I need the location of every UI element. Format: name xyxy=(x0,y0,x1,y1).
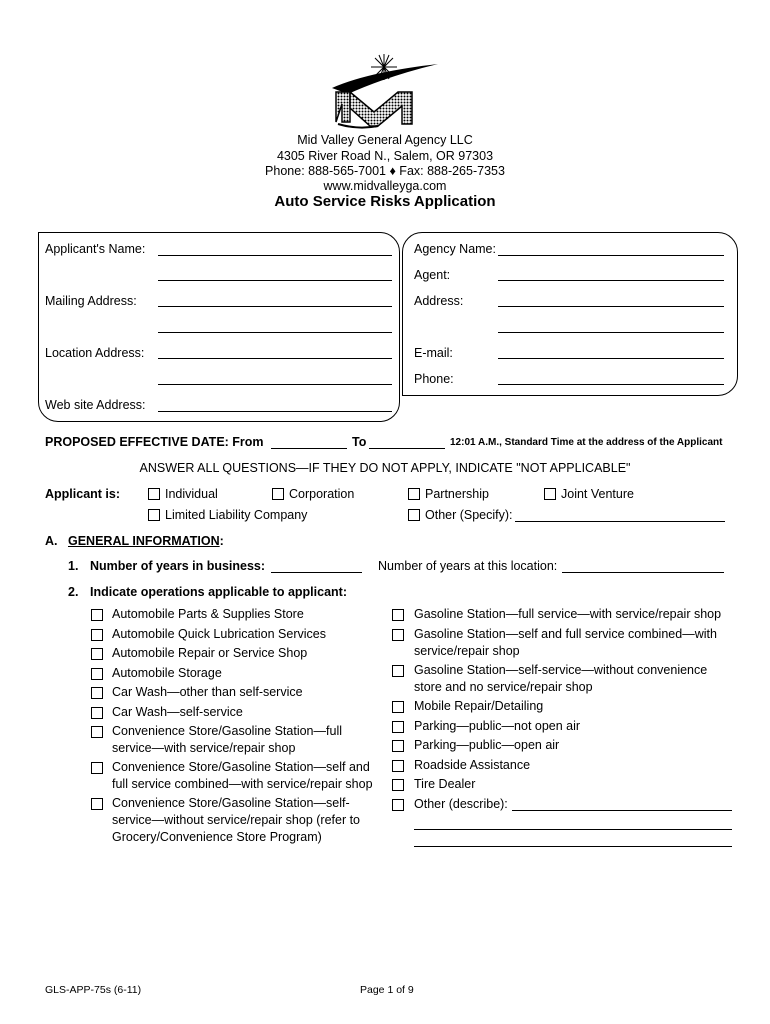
agency-name-label: Agency Name: xyxy=(414,242,496,256)
op-gas-self-checkbox[interactable] xyxy=(392,665,404,677)
op-other-label: Other (describe): xyxy=(414,797,508,811)
op-gas-combined-label: Gasoline Station—self and full service combined—with service/repair shop xyxy=(414,627,717,658)
years-at-location-field[interactable] xyxy=(562,572,724,573)
partnership-label: Partnership xyxy=(425,487,489,501)
agency-address-field-2[interactable] xyxy=(498,332,724,333)
form-id: GLS-APP-75s (6-11) xyxy=(45,984,142,996)
op-cstore-self-label: Convenience Store/Gasoline Station—self-service—without service/repair shop (refer to Grocery/Convenience Store Program) xyxy=(112,796,361,844)
effective-date-to-label: To xyxy=(352,435,367,449)
op-cstore-self-checkbox[interactable] xyxy=(91,798,103,810)
agent-field[interactable] xyxy=(498,280,724,281)
joint-venture-checkbox[interactable] xyxy=(544,488,556,500)
op-cstore-full-label: Convenience Store/Gasoline Station—full service—with service/repair shop xyxy=(112,724,342,755)
op-roadside-label: Roadside Assistance xyxy=(414,758,531,772)
agent-label: Agent: xyxy=(414,268,451,282)
op-car-wash-self-checkbox[interactable] xyxy=(91,707,103,719)
other-entity-label: Other (Specify): xyxy=(425,508,513,522)
op-car-wash-self-label: Car Wash—self-service xyxy=(112,705,243,719)
location-address-field-2[interactable] xyxy=(158,384,392,385)
op-other-checkbox[interactable] xyxy=(392,799,404,811)
other-entity-field[interactable] xyxy=(515,521,725,522)
op-other-field-3[interactable] xyxy=(414,846,732,847)
corporation-checkbox[interactable] xyxy=(272,488,284,500)
page-number: Page 1 of 9 xyxy=(360,984,414,996)
joint-venture-label: Joint Venture xyxy=(561,487,634,501)
op-other-field[interactable] xyxy=(512,810,732,811)
agency-name-field[interactable] xyxy=(498,255,724,256)
llc-checkbox[interactable] xyxy=(148,509,160,521)
op-gas-full-label: Gasoline Station—full service—with service/repair shop xyxy=(414,607,722,621)
partnership-checkbox[interactable] xyxy=(408,488,420,500)
agency-email-label: E-mail: xyxy=(414,346,453,360)
op-parking-open-checkbox[interactable] xyxy=(392,740,404,752)
op-cstore-combined-label: Convenience Store/Gasoline Station—self and full service combined—with service/repair shop xyxy=(112,760,373,791)
op-parking-not-open-checkbox[interactable] xyxy=(392,721,404,733)
applicant-name-field-2[interactable] xyxy=(158,280,392,281)
op-repair-shop-label: Automobile Repair or Service Shop xyxy=(112,646,308,660)
op-parking-not-open-label: Parking—public—not open air xyxy=(414,719,581,733)
q1-number: 1. xyxy=(68,559,79,573)
page-title: Auto Service Risks Application xyxy=(274,193,496,210)
mailing-address-label: Mailing Address: xyxy=(45,294,137,308)
individual-checkbox[interactable] xyxy=(148,488,160,500)
op-mobile-repair-checkbox[interactable] xyxy=(392,701,404,713)
agency-phone-field[interactable] xyxy=(498,384,724,385)
op-car-wash-other-checkbox[interactable] xyxy=(91,687,103,699)
applicant-name-label: Applicant's Name: xyxy=(45,242,146,256)
op-mobile-repair-label: Mobile Repair/Detailing xyxy=(414,699,544,713)
applicant-is-label: Applicant is: xyxy=(45,487,121,501)
op-repair-shop-checkbox[interactable] xyxy=(91,648,103,660)
op-gas-self-label: Gasoline Station—self-service—without convenience store and no service/repair shop xyxy=(414,663,708,694)
website-address-field[interactable] xyxy=(158,411,392,412)
mailing-address-field-2[interactable] xyxy=(158,332,392,333)
q2-number: 2. xyxy=(68,585,79,599)
op-other-field-2[interactable] xyxy=(414,829,732,830)
applicant-info-box xyxy=(38,232,400,422)
llc-label: Limited Liability Company xyxy=(165,508,308,522)
op-cstore-full-checkbox[interactable] xyxy=(91,726,103,738)
op-quick-lube-checkbox[interactable] xyxy=(91,629,103,641)
op-storage-checkbox[interactable] xyxy=(91,668,103,680)
op-gas-full-checkbox[interactable] xyxy=(392,609,404,621)
corporation-label: Corporation xyxy=(289,487,355,501)
op-gas-combined-checkbox[interactable] xyxy=(392,629,404,641)
years-in-business-field[interactable] xyxy=(271,572,362,573)
op-car-wash-other-label: Car Wash—other than self-service xyxy=(112,685,303,699)
instruction-text: ANSWER ALL QUESTIONS—IF THEY DO NOT APPLY, INDICATE "NOT APPLICABLE" xyxy=(139,461,631,475)
op-tire-dealer-checkbox[interactable] xyxy=(392,779,404,791)
location-address-label: Location Address: xyxy=(45,346,145,360)
company-name: Mid Valley General Agency LLC xyxy=(297,133,473,147)
op-tire-dealer-label: Tire Dealer xyxy=(414,777,476,791)
years-at-location-label: Number of years at this location: xyxy=(378,559,558,573)
effective-date-from-field[interactable] xyxy=(271,448,347,449)
effective-date-from-label: PROPOSED EFFECTIVE DATE: From xyxy=(45,435,264,449)
company-address: 4305 River Road N., Salem, OR 97303 xyxy=(276,149,494,163)
op-roadside-checkbox[interactable] xyxy=(392,760,404,772)
company-logo xyxy=(328,50,440,130)
op-auto-parts-label: Automobile Parts & Supplies Store xyxy=(112,607,304,621)
op-auto-parts-checkbox[interactable] xyxy=(91,609,103,621)
agency-address-field[interactable] xyxy=(498,306,724,307)
company-website: www.midvalleyga.com xyxy=(323,179,447,193)
individual-label: Individual xyxy=(165,487,218,501)
agency-email-field[interactable] xyxy=(498,358,724,359)
q2-operations-label: Indicate operations applicable to applicant: xyxy=(90,585,347,599)
op-storage-label: Automobile Storage xyxy=(112,666,222,680)
location-address-field[interactable] xyxy=(158,358,392,359)
company-phone-fax: Phone: 888-565-7001 ♦ Fax: 888-265-7353 xyxy=(265,164,505,178)
section-a-letter: A. xyxy=(45,534,58,548)
website-address-label: Web site Address: xyxy=(45,398,146,412)
agency-phone-label: Phone: xyxy=(414,372,454,386)
agency-address-label: Address: xyxy=(414,294,464,308)
q1-years-in-business-label: Number of years in business: xyxy=(90,559,266,573)
other-entity-checkbox[interactable] xyxy=(408,509,420,521)
section-a-title: GENERAL INFORMATION: xyxy=(68,534,224,548)
effective-time-note: 12:01 A.M., Standard Time at the address of the Applicant xyxy=(450,437,723,448)
applicant-name-field[interactable] xyxy=(158,255,392,256)
op-quick-lube-label: Automobile Quick Lubrication Services xyxy=(112,627,326,641)
op-cstore-combined-checkbox[interactable] xyxy=(91,762,103,774)
op-parking-open-label: Parking—public—open air xyxy=(414,738,560,752)
mailing-address-field[interactable] xyxy=(158,306,392,307)
effective-date-to-field[interactable] xyxy=(369,448,445,449)
